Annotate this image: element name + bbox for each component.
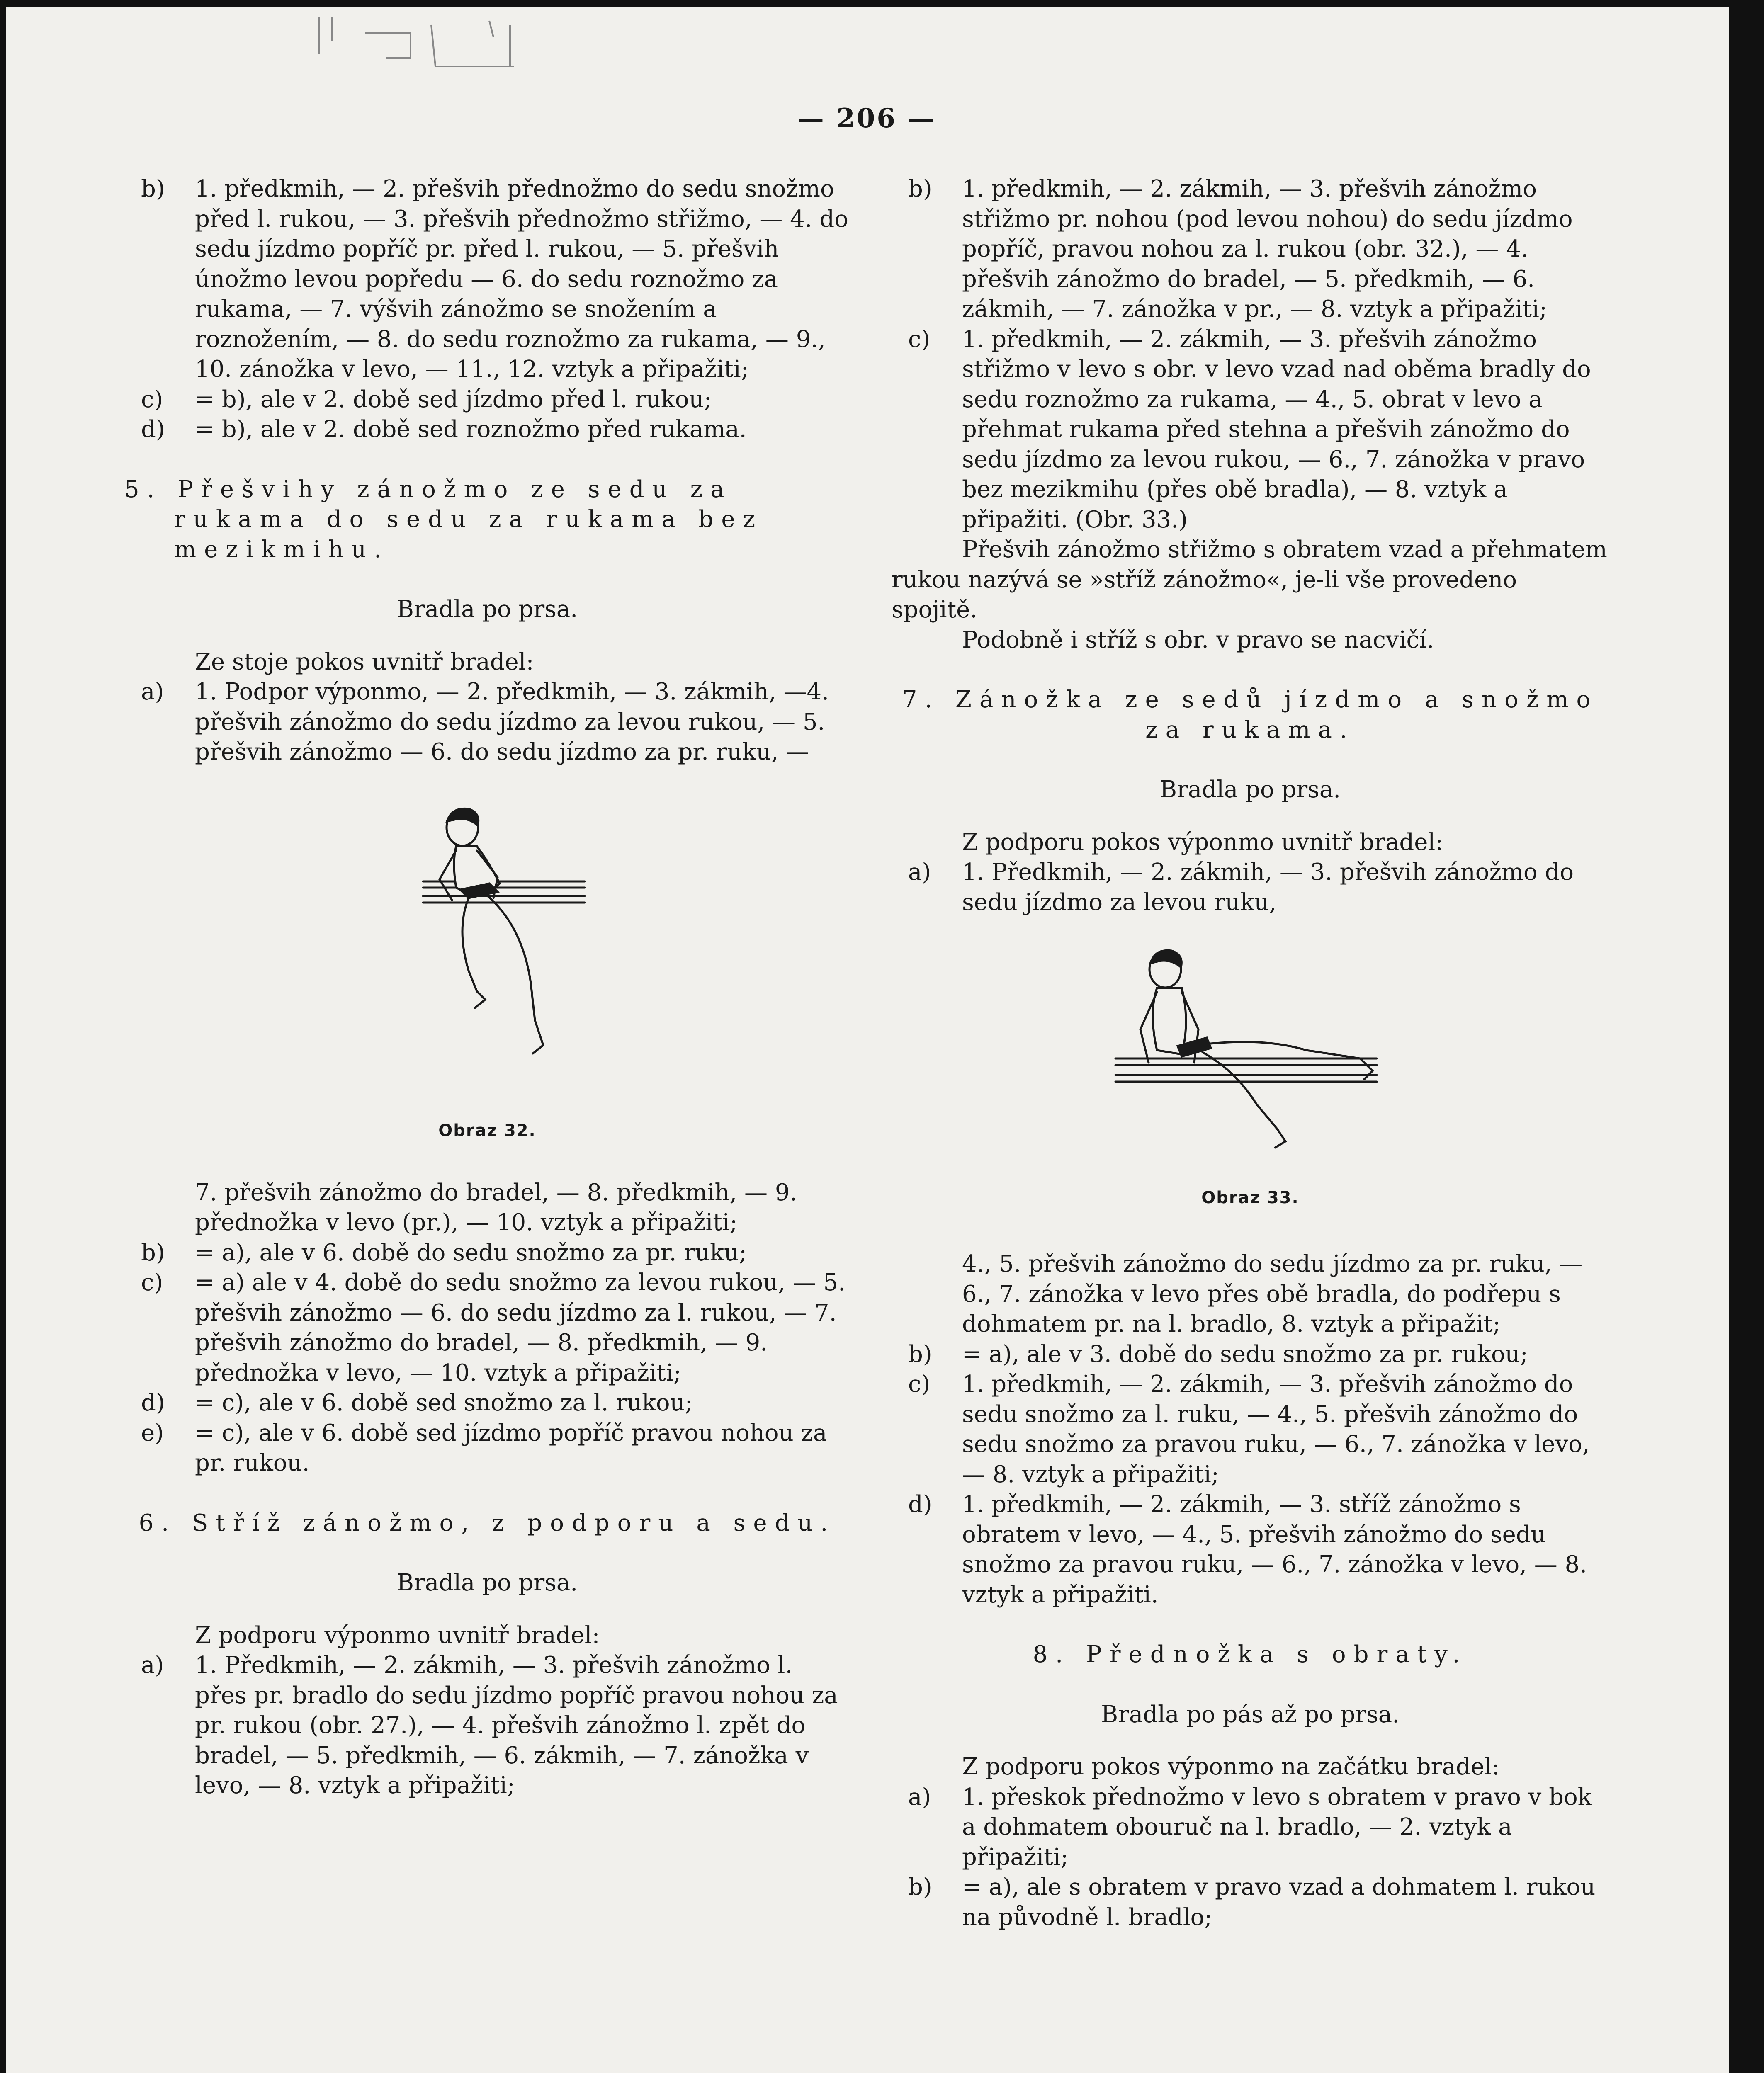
figure-33 (892, 918, 1609, 1208)
item-label: a) (141, 678, 164, 705)
note-obrat: Podobně i stříž s obr. v pravo se nacvičí. (962, 626, 1434, 653)
library-stamp (315, 8, 522, 70)
item-text: = b), ale v 2. době sed roznožmo před rukama. (195, 416, 747, 443)
exercise-e2 (124, 1418, 850, 1478)
spacer (124, 1598, 850, 1621)
item-text: = a), ale s obratem v pravo vzad a dohmatem l. rukou na původně l. bradlo; (962, 1874, 1596, 1931)
gymnast-illustration-33 (892, 938, 1609, 1195)
item-label: b) (141, 175, 165, 202)
intro-5: Ze stoje pokos uvnitř bradel: (195, 648, 534, 675)
section-heading-7: 7. Zánožka ze sedů jízdmo a snožmo za rukama. (902, 686, 1599, 743)
intro-7: Z podporu pokos výponmo uvnitř bradel: (962, 828, 1443, 856)
item-text: 1. předkmih, — 2. zákmih, — 3. přešvih zánožmo střižmo pr. nohou (pod levou nohou) do sedu jízdmo popříč, pravou nohou za l. rukou (obr. 32.), — 4. přešvih zánožmo do bradel, — 5. předkmih, — 6. zákmih, — 7. zánožka v pr., — 8. vztyk a připažiti; (962, 175, 1573, 323)
item-text: 1. Předkmih, — 2. zákmih, — 3. přešvih zánožmo do sedu jízdmo za levou ruku, (962, 859, 1574, 916)
scan-edge-right (1729, 0, 1764, 2073)
item-label: d) (141, 1389, 165, 1416)
spacer (892, 1670, 1609, 1700)
exercise-b2 (124, 1238, 850, 1268)
item-label: b) (908, 175, 932, 202)
item-text: 1. předkmih, — 2. zákmih, — 3. stříž zánožmo s obratem v levo, — 4., 5. přešvih zánožmo do sedu snožmo za pravou ruku, — 6., 7. zánožka v levo, — 8. vztyk a připažiti. (962, 1491, 1587, 1608)
spacer (892, 1208, 1609, 1249)
spacer (124, 445, 850, 475)
scan-edge-left (0, 0, 6, 2073)
apparatus-label-6: Bradla po prsa. (396, 1569, 578, 1596)
exercise-c2 (124, 1268, 850, 1388)
item-text: 1. Podpor výponmo, — 2. předkmih, — 3. zákmih, —4. přešvih zánožmo do sedu jízdmo za levou rukou, — 5. přešvih zánožmo — 6. do sedu jízdmo za pr. ruku, — (195, 678, 829, 765)
figure-caption-32: Obraz 32. (438, 1121, 536, 1140)
section-heading-6: 6. Stříž zánožmo, z podporu a sedu. (138, 1509, 836, 1537)
spacer (124, 1538, 850, 1568)
item-label: a) (908, 1783, 931, 1811)
spacer (124, 1478, 850, 1508)
intro-6: Z podporu výponmo uvnitř bradel: (195, 1622, 600, 1649)
spacer (892, 1730, 1609, 1752)
item-label: c) (908, 1371, 931, 1398)
apparatus-label-7: Bradla po prsa. (1159, 776, 1341, 803)
exercise-c (892, 325, 1609, 535)
item-label: d) (908, 1491, 932, 1518)
item-text: = c), ale v 6. době sed jízdmo popříč pravou nohou za pr. rukou. (195, 1419, 827, 1476)
exercise-a6 (124, 1651, 850, 1801)
exercise-c7 (892, 1369, 1609, 1490)
apparatus-label-8: Bradla po pás až po prsa. (1101, 1701, 1400, 1728)
item-text: = a), ale v 6. době do sedu snožmo za pr. ruku; (195, 1239, 747, 1266)
item-text: 1. předkmih, — 2. zákmih, — 3. přešvih zánožmo do sedu snožmo za l. ruku, — 4., 5. přešvih zánožmo do sedu snožmo za pravou ruku, — 6., 7. zánožka v levo, — 8. vztyk a připažiti; (962, 1371, 1590, 1488)
exercise-d7 (892, 1490, 1609, 1610)
apparatus-label-5: Bradla po prsa. (396, 596, 578, 623)
exercise-a7 (892, 857, 1609, 918)
item-label: a) (908, 859, 931, 886)
section-heading-5: 5. Přešvihy zánožmo ze sedu za rukama do sedu za rukama bez mezikmihu. (124, 476, 763, 563)
exercise-a (124, 677, 850, 767)
gymnast-illustration-32 (124, 805, 850, 1136)
spacer (124, 565, 850, 595)
exercise-b (124, 174, 850, 385)
spacer (892, 805, 1609, 828)
item-text: 1. předkmih, — 2. zákmih, — 3. přešvih zánožmo střižmo v levo s obr. v levo vzad nad oběma bradly do sedu roznožmo za rukama, — 4., 5. obrat v levo a přehmat rukama před stehna a přešvih zánožmo do sedu jízdmo za levou rukou, — 6., 7. zánožka v pravo bez mezikmihu (přes obě bradla), — 8. vztyk a připažiti. (Obr. 33.) (962, 325, 1591, 533)
figure-caption-33: Obraz 33. (1201, 1188, 1299, 1207)
item-text: = a), ale v 3. době do sedu snožmo za pr. rukou; (962, 1340, 1528, 1368)
left-column (124, 174, 850, 1801)
item-text: 4., 5. přešvih zánožmo do sedu jízdmo za pr. ruku, — 6., 7. zánožka v levo přes obě bradla, do podřepu s dohmatem pr. na l. bradlo, 8. vztyk a připažit; (962, 1250, 1583, 1337)
exercise-d (124, 415, 850, 445)
right-column (892, 174, 1609, 1932)
item-label: b) (908, 1340, 932, 1368)
item-label: c) (141, 386, 163, 413)
exercise-b8 (892, 1872, 1609, 1932)
item-label: b) (141, 1239, 165, 1266)
item-text: = a) ale v 4. době do sedu snožmo za levou rukou, — 5. přešvih zánožmo — 6. do sedu jízdmo za l. rukou, — 7. přešvih zánožmo do bradel, — 8. předkmih, — 9. přednožka v levo, — 10. vztyk a připažiti; (195, 1269, 846, 1386)
item-label: e) (141, 1419, 164, 1447)
scan-edge-top (0, 0, 1764, 7)
item-text: 1. přeskok přednožmo v levo s obratem v pravo v bok a dohmatem obouruč na l. bradlo, — 2. vztyk a připažiti; (962, 1783, 1592, 1871)
item-text: = c), ale v 6. době sed snožmo za l. rukou; (195, 1389, 693, 1416)
item-label: b) (908, 1874, 932, 1901)
item-text: = b), ale v 2. době sed jízdmo před l. rukou; (195, 386, 712, 413)
spacer (124, 625, 850, 647)
item-text: 7. přešvih zánožmo do bradel, — 8. předkmih, — 9. přednožka v levo (pr.), — 10. vztyk a připažiti; (195, 1179, 797, 1236)
item-label: c) (908, 325, 931, 353)
item-text: 1. předkmih, — 2. přešvih přednožmo do sedu snožmo před l. rukou, — 3. přešvih přednožmo střižmo, — 4. do sedu jízdmo popříč pr. před l. rukou, — 5. přešvih únožmo levou popředu — 6. do sedu roznožmo za rukama, — 7. výšvih zánožmo se snožením a roznožením, — 8. do sedu roznožmo za rukama, — 9., 10. zánožka v levo, — 11., 12. vztyk a připažiti; (195, 175, 848, 383)
section-heading-8: 8. Přednožka s obraty. (1033, 1641, 1468, 1668)
item-label: d) (141, 416, 165, 443)
exercise-b7 (892, 1340, 1609, 1370)
item-label: a) (141, 1652, 164, 1679)
figure-32 (124, 767, 850, 1140)
spacer (892, 655, 1609, 685)
spacer (892, 1610, 1609, 1640)
exercise-a8 (892, 1782, 1609, 1873)
exercise-b (892, 174, 1609, 325)
note-stříž: Přešvih zánožmo střižmo s obratem vzad a přehmatem rukou nazývá se »stříž zánožmo«, je-li vše provedeno spojitě. (892, 536, 1607, 623)
item-label: c) (141, 1269, 163, 1296)
exercise-c (124, 385, 850, 415)
spacer (892, 745, 1609, 775)
page-number: — 206 — (797, 103, 936, 134)
exercise-a7-continued (892, 1249, 1609, 1340)
exercise-d2 (124, 1388, 850, 1418)
intro-8: Z podporu pokos výponmo na začátku bradel: (962, 1753, 1500, 1780)
exercise-a-continued (124, 1178, 850, 1238)
item-text: 1. Předkmih, — 2. zákmih, — 3. přešvih zánožmo l. přes pr. bradlo do sedu jízdmo popříč pravou nohou za pr. rukou (obr. 27.), — 4. přešvih zánožmo l. zpět do bradel, — 5. předkmih, — 6. zákmih, — 7. zánožka v levo, — 8. vztyk a připažiti; (195, 1652, 838, 1799)
